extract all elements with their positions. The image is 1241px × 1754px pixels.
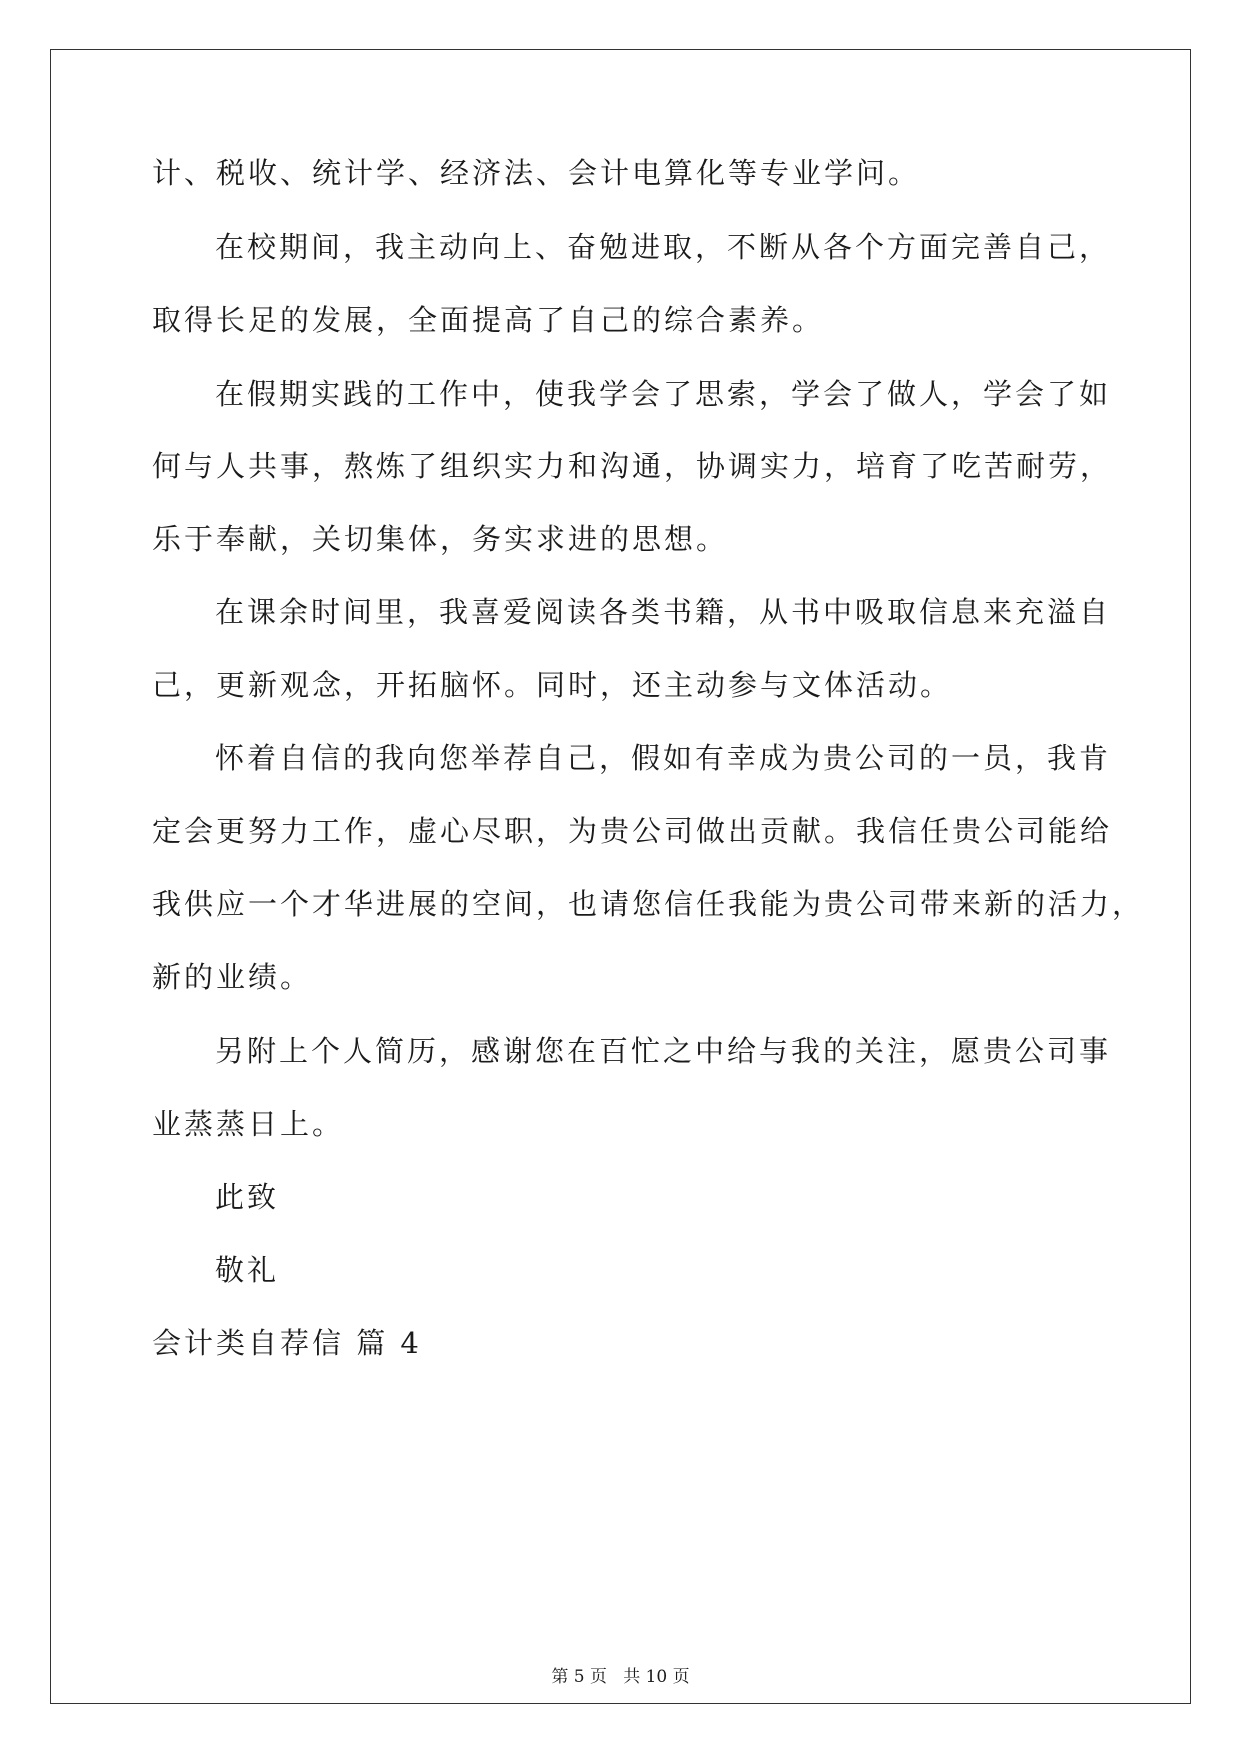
- text-line: 计、税收、统计学、经济法、会计电算化等专业学问。: [152, 156, 921, 190]
- page-number-footer: 第 5 页 共 10 页: [551, 1667, 690, 1687]
- page-border: [50, 49, 1191, 1704]
- text-line: 己，更新观念，开拓脑怀。同时，还主动参与文体活动。: [152, 668, 953, 702]
- text-line: 业蒸蒸日上。: [152, 1107, 345, 1141]
- section-heading: 会计类自荐信 篇 4: [152, 1326, 422, 1360]
- text-line: 在假期实践的工作中，使我学会了思索，学会了做人，学会了如: [215, 377, 1112, 411]
- text-line: 乐于奉献，关切集体，务实求进的思想。: [152, 522, 729, 556]
- text-line: 何与人共事，熬炼了组织实力和沟通，协调实力，培育了吃苦耐劳，: [152, 449, 1113, 483]
- text-line: 在课余时间里，我喜爱阅读各类书籍，从书中吸取信息来充溢自: [215, 595, 1112, 629]
- text-line: 在校期间，我主动向上、奋勉进取，不断从各个方面完善自己，: [215, 230, 1112, 264]
- closing-regards: 敬礼: [215, 1253, 280, 1287]
- text-line: 取得长足的发展，全面提高了自己的综合素养。: [152, 303, 825, 337]
- text-line: 怀着自信的我向您举荐自己，假如有幸成为贵公司的一员，我肯: [215, 741, 1112, 775]
- closing-salutation: 此致: [215, 1180, 280, 1214]
- text-line: 我供应一个才华进展的空间，也请您信任我能为贵公司带来新的活力，: [152, 887, 1145, 921]
- text-line: 另附上个人简历，感谢您在百忙之中给与我的关注，愿贵公司事: [215, 1034, 1112, 1068]
- text-line: 新的业绩。: [152, 960, 313, 994]
- text-line: 定会更努力工作，虚心尽职，为贵公司做出贡献。我信任贵公司能给: [152, 814, 1113, 848]
